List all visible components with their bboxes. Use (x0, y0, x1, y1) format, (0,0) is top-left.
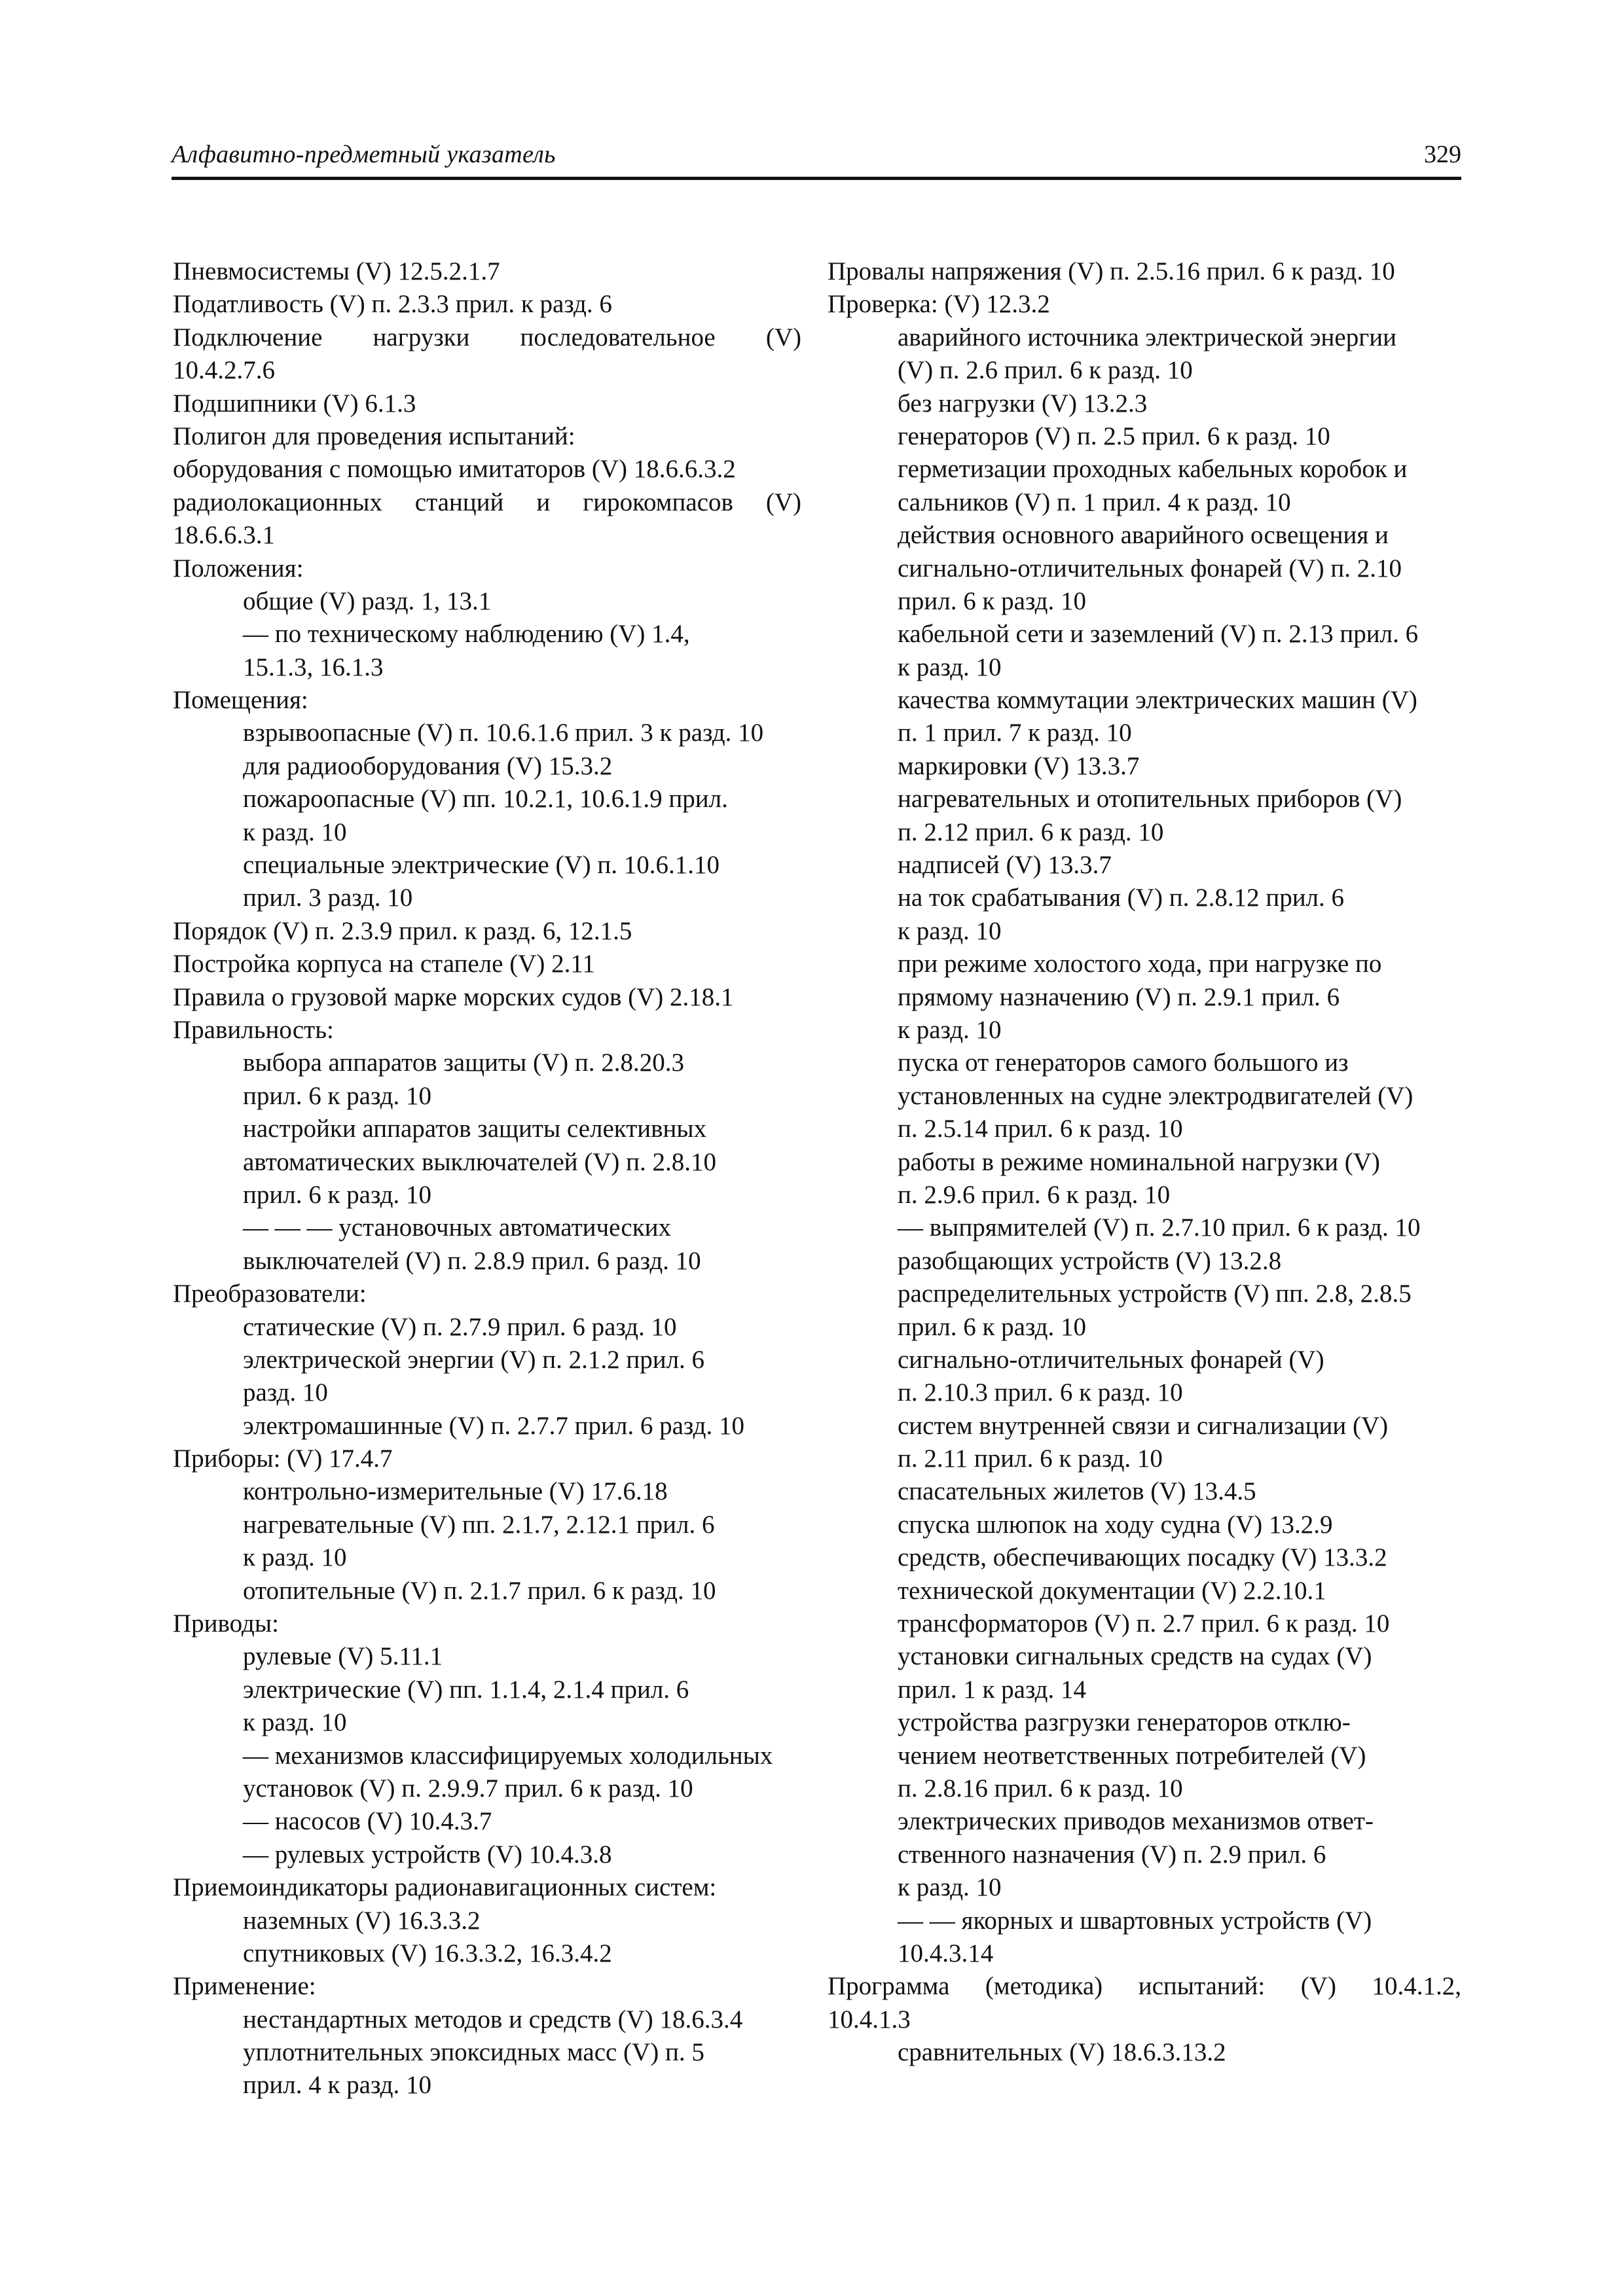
index-column-left (173, 255, 801, 2102)
index-subentry: установленных на судне электродвигателей (V) (898, 1081, 1413, 1110)
index-subentry: систем внутренней связи и сигнализации (V) (898, 1411, 1389, 1440)
index-subentry: 10.4.3.14 (898, 1939, 994, 1967)
index-subentry: автоматических выключателей (V) п. 2.8.10 (243, 1147, 717, 1176)
index-subentry: сигнально-отличительных фонарей (V) (898, 1345, 1324, 1374)
index-subentry: маркировки (V) 13.3.7 (898, 751, 1140, 780)
index-subentry: ственного назначения (V) п. 2.9 прил. 6 (898, 1840, 1326, 1869)
index-subentry: аварийного источника электрической энергии (898, 323, 1396, 351)
index-subentry: — насосов (V) 10.4.3.7 (243, 1807, 492, 1836)
index-entry: Проверка: (V) 12.3.2 (828, 290, 1050, 319)
index-entry: Подшипники (V) 6.1.3 (173, 389, 416, 418)
index-subentry: прил. 1 к разд. 14 (898, 1675, 1087, 1704)
index-entry: Приемоиндикаторы радионавигационных систем: (173, 1873, 717, 1902)
index-entry: Преобразователи: (173, 1280, 367, 1308)
index-entry: Податливость (V) п. 2.3.3 прил. к разд. 6 (173, 290, 612, 319)
index-subentry: наземных (V) 16.3.3.2 (243, 1906, 481, 1935)
index-subentry: п. 2.10.3 прил. 6 к разд. 10 (898, 1378, 1183, 1407)
index-entry: Приборы: (V) 17.4.7 (173, 1444, 393, 1473)
index-subentry: качества коммутации электрических машин (V) (898, 686, 1417, 715)
index-subentry: установок (V) п. 2.9.9.7 прил. 6 к разд. 10 (243, 1774, 693, 1803)
index-subentry: — по техническому наблюдению (V) 1.4, (243, 620, 690, 649)
index-subentry: распределительных устройств (V) пп. 2.8, 2.8.5 (898, 1280, 1412, 1308)
index-subentry: статические (V) п. 2.7.9 прил. 6 разд. 10 (243, 1312, 677, 1341)
index-subentry: устройства разгрузки генераторов отклю- (898, 1708, 1351, 1737)
page-number: 329 (1424, 141, 1461, 168)
index-subentry: пожароопасные (V) пп. 10.2.1, 10.6.1.9 прил. (243, 785, 728, 814)
index-subentry: прил. 6 к разд. 10 (243, 1180, 432, 1209)
index-entry: Постройка корпуса на стапеле (V) 2.11 (173, 950, 595, 978)
index-subentry: сальников (V) п. 1 прил. 4 к разд. 10 (898, 488, 1291, 516)
index-subentry: надписей (V) 13.3.7 (898, 851, 1112, 880)
index-subentry: прямому назначению (V) п. 2.9.1 прил. 6 (898, 982, 1340, 1011)
index-subentry: чением неответственных потребителей (V) (898, 1741, 1366, 1770)
index-subentry: к разд. 10 (243, 1708, 347, 1737)
index-subentry: нагревательные (V) пп. 2.1.7, 2.12.1 прил. 6 (243, 1510, 715, 1539)
index-subentry: пуска от генераторов самого большого из (898, 1049, 1349, 1077)
index-subentry: уплотнительных эпоксидных масс (V) п. 5 (243, 2038, 704, 2067)
index-subentry: электрических приводов механизмов ответ- (898, 1807, 1374, 1836)
index-subentry: 15.1.3, 16.1.3 (243, 653, 384, 681)
index-subentry: п. 1 прил. 7 к разд. 10 (898, 719, 1132, 747)
index-subentry: (V) п. 2.6 прил. 6 к разд. 10 (898, 356, 1193, 385)
index-subentry: электрические (V) пп. 1.1.4, 2.1.4 прил. 6 (243, 1675, 689, 1704)
index-subentry: сигнально-отличительных фонарей (V) п. 2.10 (898, 554, 1402, 583)
index-subentry: герметизации проходных кабельных коробок и (898, 455, 1408, 484)
index-subentry: разд. 10 (243, 1378, 328, 1407)
index-subentry: без нагрузки (V) 13.2.3 (898, 389, 1148, 418)
index-subentry: отопительные (V) п. 2.1.7 прил. 6 к разд. 10 (243, 1576, 716, 1605)
index-entry: 10.4.1.3 (828, 2005, 911, 2034)
index-subentry: кабельной сети и заземлений (V) п. 2.13 прил. 6 (898, 620, 1419, 649)
index-subentry: — — — установочных автоматических (243, 1213, 672, 1242)
index-subentry: спасательных жилетов (V) 13.4.5 (898, 1477, 1256, 1506)
index-subentry: взрывоопасные (V) п. 10.6.1.6 прил. 3 к разд. 10 (243, 719, 764, 747)
index-subentry: контрольно-измерительные (V) 17.6.18 (243, 1477, 668, 1506)
index-entry: Приводы: (173, 1609, 279, 1638)
index-subentry: установки сигнальных средств на судах (V) (898, 1642, 1372, 1671)
index-entry: Подключение нагрузки последовательное (V) (173, 323, 801, 351)
index-subentry: п. 2.8.16 прил. 6 к разд. 10 (898, 1774, 1183, 1803)
index-entry: Провалы напряжения (V) п. 2.5.16 прил. 6 к разд. 10 (828, 257, 1395, 285)
index-subentry: на ток срабатывания (V) п. 2.8.12 прил. 6 (898, 884, 1345, 912)
index-subentry: при режиме холостого хода, при нагрузке по (898, 950, 1382, 978)
index-subentry: п. 2.9.6 прил. 6 к разд. 10 (898, 1180, 1171, 1209)
index-subentry: разобщающих устройств (V) 13.2.8 (898, 1246, 1282, 1275)
index-subentry: — — якорных и швартовных устройств (V) (898, 1906, 1372, 1935)
index-column-right (828, 255, 1461, 2069)
index-subentry: — выпрямителей (V) п. 2.7.10 прил. 6 к разд. 10 (898, 1213, 1421, 1242)
index-subentry: п. 2.11 прил. 6 к разд. 10 (898, 1444, 1163, 1473)
index-subentry: электромашинные (V) п. 2.7.7 прил. 6 разд. 10 (243, 1411, 744, 1440)
index-subentry: к разд. 10 (898, 916, 1002, 945)
index-subentry: спутниковых (V) 16.3.3.2, 16.3.4.2 (243, 1939, 612, 1967)
index-entry: 10.4.2.7.6 (173, 356, 275, 385)
index-entry: Порядок (V) п. 2.3.9 прил. к разд. 6, 12.1.5 (173, 916, 632, 945)
index-subentry: к разд. 10 (898, 1873, 1002, 1902)
index-entry: Применение: (173, 1972, 316, 2001)
index-subentry: прил. 6 к разд. 10 (243, 1081, 432, 1110)
index-subentry: выключателей (V) п. 2.8.9 прил. 6 разд. 10 (243, 1246, 701, 1275)
index-subentry: прил. 3 разд. 10 (243, 884, 413, 912)
index-subentry: прил. 4 к разд. 10 (243, 2071, 432, 2100)
index-subentry: средств, обеспечивающих посадку (V) 13.3.2 (898, 1543, 1387, 1572)
index-entry: 18.6.6.3.1 (173, 521, 275, 550)
index-entry: Программа (методика) испытаний: (V) 10.4.1.2, (828, 1972, 1461, 2001)
index-subentry: к разд. 10 (243, 1543, 347, 1572)
index-subentry: к разд. 10 (898, 1015, 1002, 1044)
index-subentry: — механизмов классифицируемых холодильных (243, 1741, 773, 1770)
index-entry: Помещения: (173, 686, 308, 715)
index-subentry: п. 2.5.14 прил. 6 к разд. 10 (898, 1115, 1183, 1143)
index-subentry: прил. 6 к разд. 10 (898, 586, 1087, 615)
index-subentry: рулевые (V) 5.11.1 (243, 1642, 443, 1671)
index-subentry: трансформаторов (V) п. 2.7 прил. 6 к разд. 10 (898, 1609, 1390, 1638)
index-subentry: прил. 6 к разд. 10 (898, 1312, 1087, 1341)
index-entry: Правильность: (173, 1015, 334, 1044)
running-header (172, 136, 1461, 180)
header-title: Алфавитно-предметный указатель (172, 141, 556, 168)
index-subentry: общие (V) разд. 1, 13.1 (243, 586, 492, 615)
index-subentry: генераторов (V) п. 2.5 прил. 6 к разд. 10 (898, 422, 1330, 450)
index-subentry: настройки аппаратов защиты селективных (243, 1115, 707, 1143)
index-subentry: специальные электрические (V) п. 10.6.1.10 (243, 851, 720, 880)
index-entry: оборудования с помощью имитаторов (V) 18.6.6.3.2 (173, 455, 736, 484)
index-subentry: к разд. 10 (243, 817, 347, 846)
index-subentry: спуска шлюпок на ходу судна (V) 13.2.9 (898, 1510, 1333, 1539)
index-subentry: к разд. 10 (898, 653, 1002, 681)
index-subentry: нестандартных методов и средств (V) 18.6.3.4 (243, 2005, 743, 2034)
index-subentry: сравнительных (V) 18.6.3.13.2 (898, 2038, 1226, 2067)
index-subentry: действия основного аварийного освещения и (898, 521, 1389, 550)
index-subentry: технической документации (V) 2.2.10.1 (898, 1576, 1326, 1605)
index-entry: Положения: (173, 554, 304, 583)
index-subentry: электрической энергии (V) п. 2.1.2 прил. 6 (243, 1345, 705, 1374)
index-subentry: работы в режиме номинальной нагрузки (V) (898, 1147, 1380, 1176)
index-entry: Полигон для проведения испытаний: (173, 422, 575, 450)
index-entry: Пневмосистемы (V) 12.5.2.1.7 (173, 257, 500, 285)
index-subentry: выбора аппаратов защиты (V) п. 2.8.20.3 (243, 1049, 684, 1077)
index-subentry: п. 2.12 прил. 6 к разд. 10 (898, 817, 1164, 846)
index-entry: Правила о грузовой марке морских судов (V) 2.18.1 (173, 982, 734, 1011)
index-subentry: нагревательных и отопительных приборов (V) (898, 785, 1402, 814)
index-subentry: для радиооборудования (V) 15.3.2 (243, 751, 613, 780)
index-entry: радиолокационных станций и гирокомпасов (V) (173, 488, 801, 516)
index-subentry: — рулевых устройств (V) 10.4.3.8 (243, 1840, 612, 1869)
